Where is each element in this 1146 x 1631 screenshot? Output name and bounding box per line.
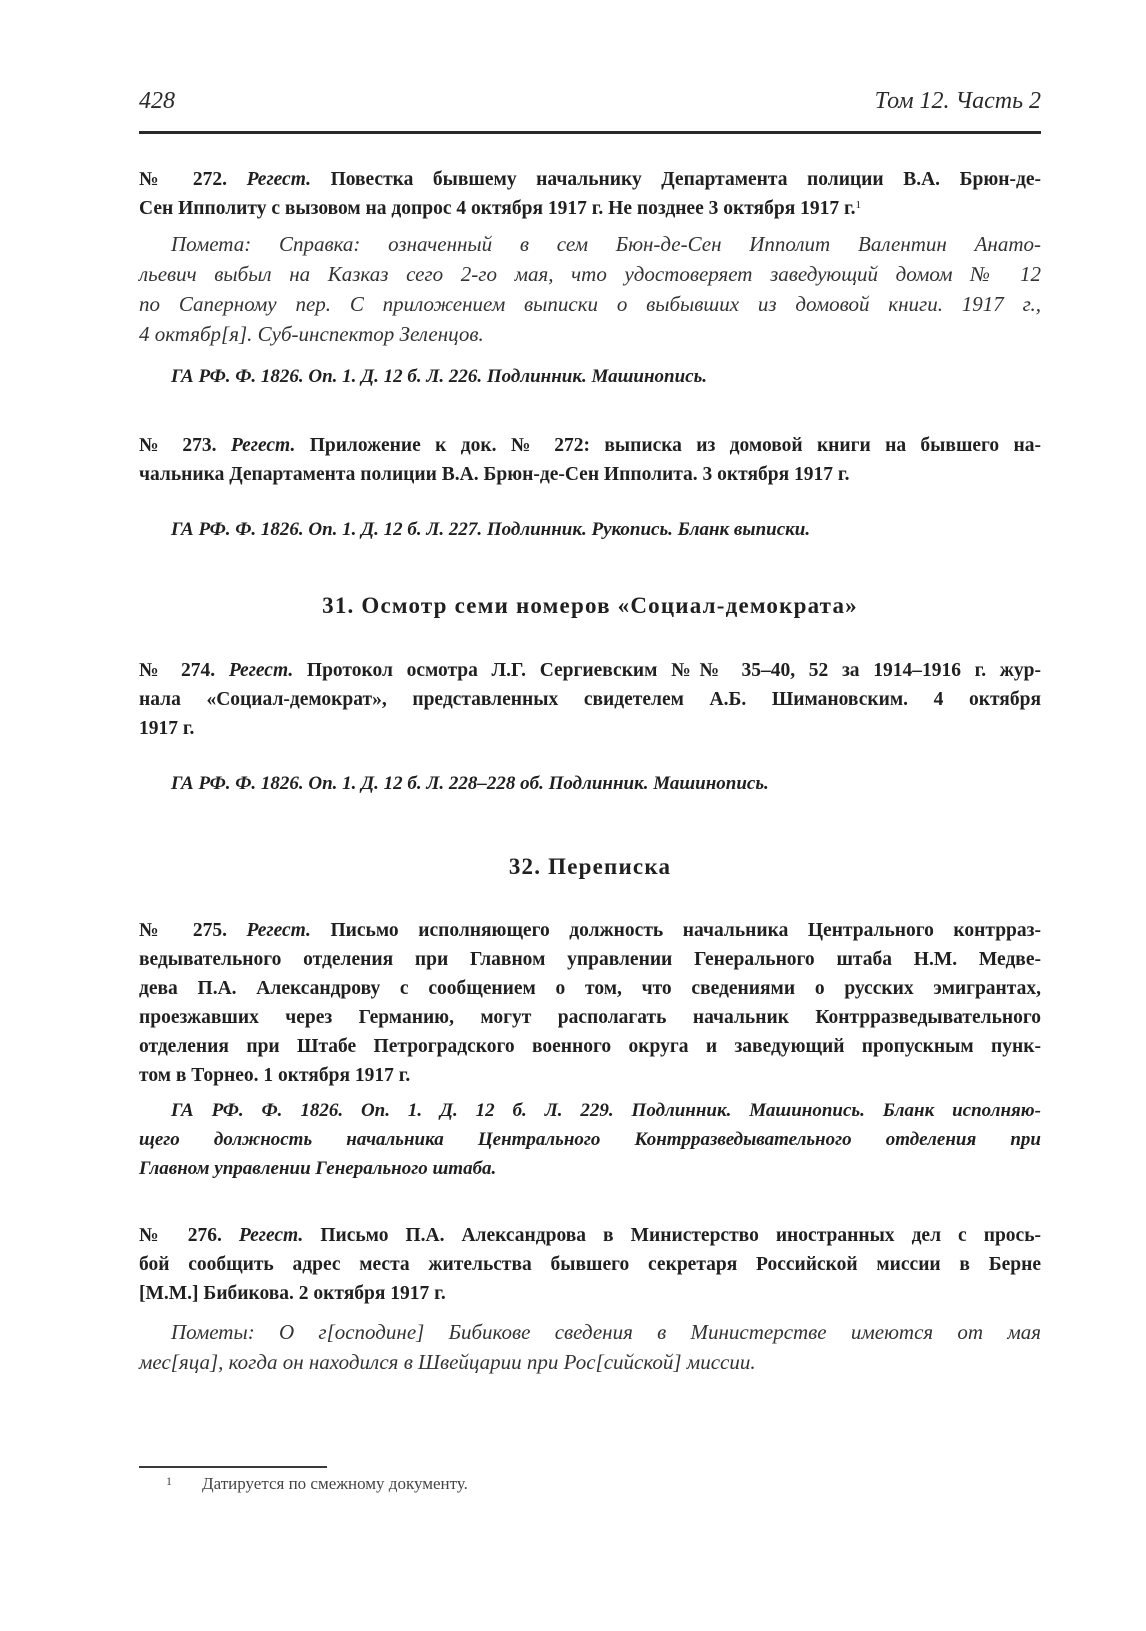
regest-line: 1917 г.: [139, 718, 195, 739]
doc-number: № 274.: [139, 660, 216, 681]
regest-line: проезжавших через Германию, могут располагать начальник Контрразведывательного: [139, 1007, 1041, 1028]
archive-ref-272: [139, 362, 1041, 391]
regest-line: нала «Социал-демократ», представленных свидетелем А.Б. Шимановским. 4 октября: [139, 689, 1041, 710]
regest-272: [139, 165, 1041, 223]
regest-label: Регест.: [230, 435, 296, 456]
footnote-text: Датируется по смежному документу.: [202, 1474, 468, 1493]
archive-ref-274: [139, 769, 1041, 798]
archive-line: ГА РФ. Ф. 1826. Оп. 1. Д. 12 б. Л. 227. Подлинник. Рукопись. Бланк выписки.: [171, 519, 811, 540]
regest-275: [139, 916, 1041, 1090]
doc-number: № 275.: [139, 920, 227, 941]
note-272: [139, 229, 1041, 349]
note-line: Пометы: О г[осподине] Бибикове сведения в Министерстве имеются от мая: [171, 1320, 1041, 1344]
section-title-32: 32. Переписка: [508, 854, 672, 879]
regest-line: отделения при Штабе Петроградского военного округа и заведующий пропускным пунк-: [139, 1036, 1041, 1057]
archive-line: Главном управлении Генерального штаба.: [139, 1158, 497, 1179]
doc-number: № 272.: [139, 169, 227, 190]
regest-line: Сен Ипполиту с вызовом на допрос 4 октября 1917 г. Не позднее 3 октября 1917 г.$^1$: [139, 198, 862, 219]
archive-ref-275: [139, 1096, 1041, 1183]
archive-ref-273: [139, 515, 1041, 544]
doc-number: № 273.: [139, 435, 217, 456]
page-number: 428: [139, 88, 175, 114]
section-title-31: 31. Осмотр семи номеров «Социал-демократа»: [322, 593, 858, 618]
regest-label: Регест.: [246, 920, 311, 941]
regest-line: том в Торнео. 1 октября 1917 г.: [139, 1065, 411, 1086]
footnote-rule: [139, 1466, 327, 1468]
header-rule: [139, 131, 1041, 134]
regest-label: Регест.: [238, 1225, 304, 1246]
running-head: [139, 88, 1041, 118]
note-line: Помета: Справка: означенный в сем Бюн-де-Сен Ипполит Валентин Анато-: [171, 232, 1041, 256]
regest-line: № 272. Регест. Повестка бывшему начальнику Департамента полиции В.А. Брюн-де-: [139, 169, 1042, 190]
note-line: мес[яца], когда он находился в Швейцарии при Рос[сийской] миссии.: [139, 1350, 756, 1374]
note-276: [139, 1317, 1041, 1377]
regest-line: ведывательного отделения при Главном управлении Генерального штаба Н.М. Медве-: [139, 949, 1041, 970]
regest-273: [139, 431, 1041, 489]
regest-line: бой сообщить адрес места жительства бывшего секретаря Российской миссии в Берне: [139, 1254, 1041, 1275]
footnote-mark: 1: [166, 1474, 172, 1488]
regest-line: дева П.А. Александрову с сообщением о том, что сведениями о русских эмигрантах,: [139, 978, 1041, 999]
regest-label: Регест.: [246, 169, 311, 190]
footnote-ref[interactable]: 1: [855, 199, 862, 211]
archive-line: ГА РФ. Ф. 1826. Оп. 1. Д. 12 б. Л. 228–228 об. Подлинник. Машинопись.: [171, 773, 769, 794]
regest-label: Регест.: [228, 660, 294, 681]
regest-274: [139, 656, 1041, 743]
archive-line: ГА РФ. Ф. 1826. Оп. 1. Д. 12 б. Л. 229. Подлинник. Машинопись. Бланк исполняю-: [171, 1100, 1041, 1121]
running-title: Том 12. Часть 2: [874, 88, 1041, 114]
regest-line: чальника Департамента полиции В.А. Брюн-де-Сен Ипполита. 3 октября 1917 г.: [139, 464, 850, 485]
regest-276: [139, 1221, 1041, 1308]
regest-line: № 275. Регест. Письмо исполняющего должность начальника Центрального контрраз-: [139, 920, 1041, 941]
archive-line: ГА РФ. Ф. 1826. Оп. 1. Д. 12 б. Л. 226. Подлинник. Машинопись.: [171, 366, 708, 387]
archive-line: щего должность начальника Центрального Контрразведывательного отделения при: [139, 1129, 1041, 1150]
regest-line: № 274. Регест. Протокол осмотра Л.Г. Сергиевским №№ 35–40, 52 за 1914–1916 г. жур-: [139, 660, 1042, 681]
regest-line: № 276. Регест. Письмо П.А. Александрова в Министерство иностранных дел с прось-: [139, 1225, 1041, 1246]
doc-number: № 276.: [139, 1225, 222, 1246]
regest-line: № 273. Регест. Приложение к док. № 272: выписка из домовой книги на бывшего на-: [139, 435, 1042, 456]
note-line: по Саперному пер. С приложением выписки о выбывших из домовой книги. 1917 г.,: [139, 292, 1041, 316]
note-line: 4 октябр[я]. Суб-инспектор Зеленцов.: [139, 322, 484, 346]
regest-line: [М.М.] Бибикова. 2 октября 1917 г.: [139, 1283, 446, 1304]
note-line: льевич выбыл на Казказ сего 2-го мая, что удостоверяет заведующий домом № 12: [139, 262, 1041, 286]
